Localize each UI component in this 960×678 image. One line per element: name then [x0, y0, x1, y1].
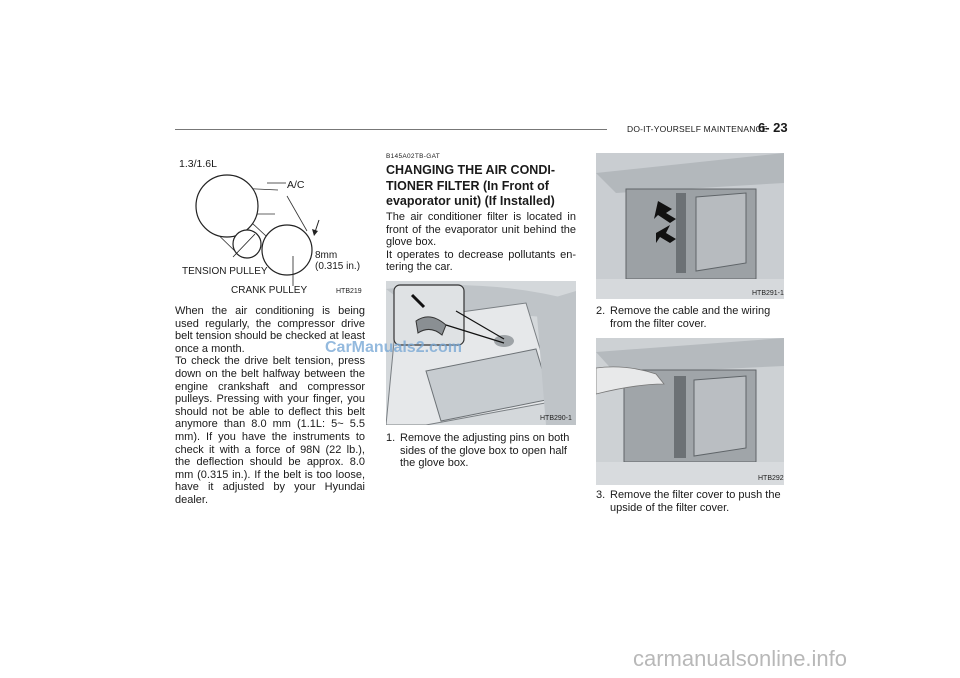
- tension-pulley: [233, 230, 261, 258]
- filter-cable-illustration: [596, 153, 784, 299]
- figure-code: HTB291-1: [752, 290, 784, 297]
- watermark-overlay: CarManuals2.com: [325, 339, 462, 356]
- figure-code: HTB292: [758, 475, 784, 482]
- crank-pulley-label: CRANK PULLEY: [231, 285, 308, 296]
- deflection-label: [315, 250, 360, 272]
- filter-cable-photo: [596, 153, 784, 299]
- filter-cover-photo: [596, 338, 784, 485]
- watermark-footer: carmanualsonline.info: [633, 646, 848, 671]
- section-tag: B145A02TB-GAT: [386, 153, 440, 160]
- step-text: Remove the adjusting pins on both sides of the glove box to open half the glove box.: [400, 432, 570, 470]
- crank-pulley: [262, 225, 312, 275]
- page-number: 6- 23: [758, 120, 788, 135]
- belt-diagram: [175, 154, 365, 299]
- figure-code: HTB290-1: [540, 415, 572, 422]
- paragraph-inspection-interval: When the air conditioning is being used regularly, the compressor drive belt tension should be checked at least once a month.: [175, 305, 365, 355]
- filter-cover-illustration: [596, 338, 784, 485]
- step-1: [386, 432, 576, 470]
- step-text: Remove the cable and the wiring from the filter cover.: [610, 305, 771, 330]
- belt-drawing: [175, 154, 365, 299]
- deflection-in: (0.315 in.): [315, 261, 361, 272]
- engine-label: 1.3/1.6L: [179, 158, 217, 170]
- step-text: Remove the filter cover to push the upside of the filter cover.: [610, 489, 781, 514]
- section-heading: CHANGING THE AIR CONDI-TIONER FILTER (In Front of evaporator unit) (If Installed): [386, 163, 555, 208]
- ac-label: A/C: [287, 179, 305, 191]
- ac-pulley: [196, 175, 258, 237]
- intro-purpose: It operates to decrease pollutants en-tering the car.: [386, 248, 576, 274]
- paragraph-tension-check: To check the drive belt tension, press down on the belt halfway between the engine crankshaft and compressor pulleys. Pressing with your finger, you should not be able to deflect this belt anymore than 8.0 mm (1.1L: 5~ 5.5 mm). If you have the instruments to check it with a force of 98N (22 lb.), the deflection should be approx. 8.0 mm (0.315 in.). If the belt is too loose, have it adjusted by your Hyundai dealer.: [175, 355, 365, 506]
- header-rule: [175, 129, 607, 130]
- step-number: 1.: [386, 432, 396, 444]
- step-3: [596, 489, 784, 514]
- deflection-mm: 8mm: [315, 250, 338, 261]
- figure-code: HTB219: [336, 288, 362, 295]
- tension-pulley-label: TENSION PULLEY: [182, 266, 268, 277]
- step-2: [596, 305, 784, 330]
- intro-text: [386, 211, 576, 274]
- intro-location: The air conditioner filter is located in front of the evaporator unit behind the glove box.: [386, 211, 576, 249]
- step-number: 2.: [596, 305, 606, 317]
- section-title: DO-IT-YOURSELF MAINTENANCE: [627, 124, 768, 134]
- left-column-text: [175, 305, 365, 507]
- step-number: 3.: [596, 489, 606, 501]
